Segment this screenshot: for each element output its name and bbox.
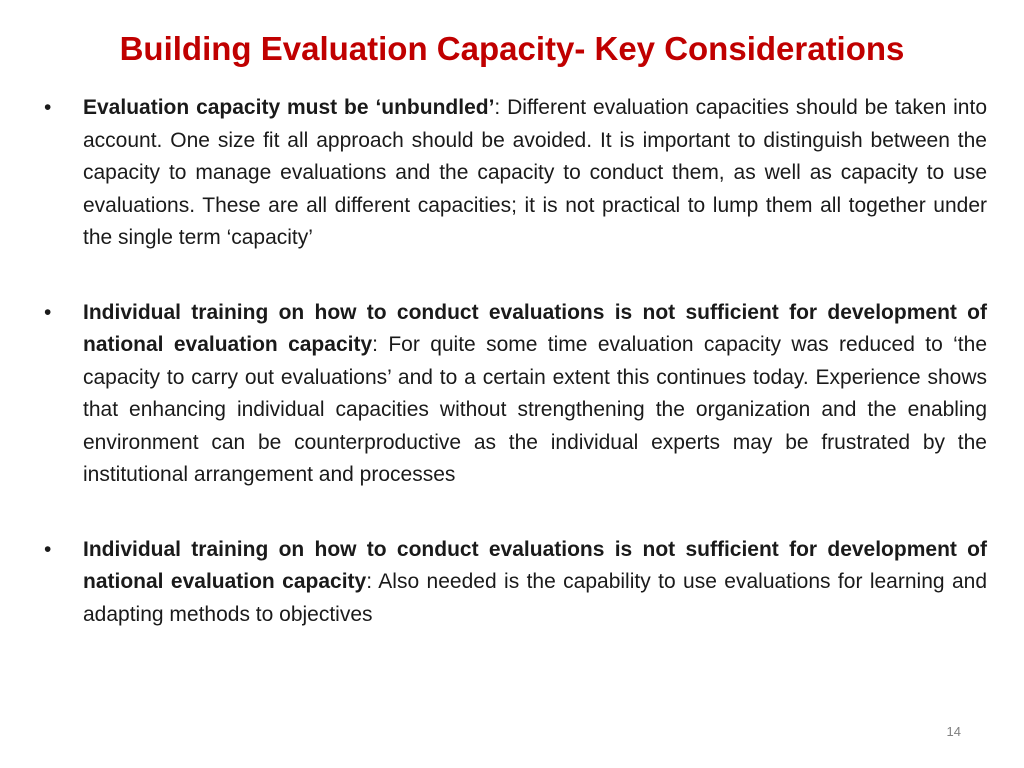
bullet-point-icon: •: [44, 96, 52, 119]
page-number: 14: [946, 724, 961, 739]
bullet-lead: Evaluation capacity must be ‘unbundled’: [83, 96, 495, 119]
bullet-text: For quite some time evaluation capacity was reduced to ‘the capacity to carry out evaluations’ and to a certain extent this continues today. Experience shows that enhancing individual capacities without strengthening the organization and the enabling environment can be counterproductive as the individual experts may be frustrated by the institutional arrangement and processes: [83, 333, 987, 486]
bullet-item-use-evaluations: [40, 534, 987, 632]
slide-title: Building Evaluation Capacity- Key Considerations: [119, 30, 905, 67]
bullet-text: Different evaluation capacities should be taken into account. One size fit all approach should be avoided. It is important to distinguish between the capacity to manage evaluations and the capacity to conduct them, as well as capacity to use evaluations. These are all different capacities; it is not practical to lump them all together under the single term ‘capacity’: [83, 96, 988, 249]
bullet-text: Also needed is the capability to use evaluations for learning and adapting methods to objectives: [83, 570, 987, 626]
bullet-item-individual-training: [40, 297, 987, 492]
bullet-separator: :: [366, 570, 373, 593]
bullet-separator: :: [494, 96, 501, 119]
bullet-item-unbundled: [40, 92, 987, 255]
bullet-lead: Individual training on how to conduct evaluations is not sufficient for development of national evaluation capacity: [83, 300, 987, 356]
bullet-list: [40, 92, 987, 631]
bullet-point-icon: •: [44, 537, 52, 561]
bullet-lead: Individual training on how to conduct evaluations is not sufficient for development of national evaluation capacity: [83, 537, 987, 593]
bullet-separator: :: [372, 333, 378, 356]
bullet-point-icon: •: [44, 300, 52, 324]
